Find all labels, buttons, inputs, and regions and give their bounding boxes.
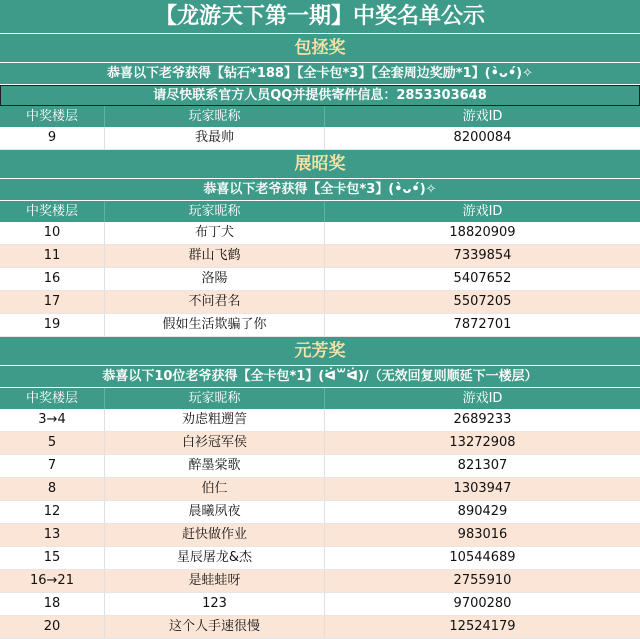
- cell-floor: 20: [0, 616, 105, 638]
- cell-nickname: 我最帅: [105, 127, 325, 149]
- cell-game-id: 13272908: [449, 435, 516, 450]
- cell-floor: 10: [0, 222, 105, 244]
- cell-floor: 19: [0, 314, 105, 336]
- cell-floor: 11: [0, 245, 105, 267]
- cell-nickname: 劝虑粗遡䇾: [105, 409, 325, 431]
- cell-floor: 12: [0, 501, 105, 523]
- table-row: [0, 245, 640, 268]
- cell-nickname: 醉墨棠歌: [105, 455, 325, 477]
- section-notice: 恭喜以下老爷获得【全卡包*3】(•̀ᴗ•́)✧: [0, 179, 640, 201]
- cell-game-id: 2689233: [453, 412, 512, 427]
- table-header: [0, 201, 640, 222]
- cell-game-id: 7339854: [453, 248, 512, 263]
- cell-nickname: 布丁犬: [105, 222, 325, 244]
- table-row: [0, 524, 640, 547]
- cell-game-id: 10544689: [449, 550, 516, 565]
- cell-floor: 3→4: [0, 409, 105, 431]
- cell-game-id: 18820909: [449, 225, 516, 240]
- table-row: [0, 570, 640, 593]
- cell-floor: 5: [0, 432, 105, 454]
- table-row: [0, 127, 640, 150]
- cell-game-id: 7872701: [453, 317, 512, 332]
- contact-notice: 请尽快联系官方人员QQ并提供寄件信息：2853303648: [0, 85, 640, 106]
- table-row: [0, 501, 640, 524]
- cell-nickname: 123: [105, 593, 325, 615]
- table-row: [0, 222, 640, 245]
- table-header: [0, 388, 640, 409]
- header-game-id: 游戏ID: [462, 391, 503, 406]
- table-row: [0, 432, 640, 455]
- table-row: [0, 593, 640, 616]
- cell-nickname: 不问君名: [105, 291, 325, 313]
- table-row: [0, 291, 640, 314]
- section-notice: 恭喜以下10位老爷获得【全卡包*1】(ᐛ꒳ᐛ)/（无效回复则顺延下一楼层）: [0, 366, 640, 388]
- header-floor: 中奖楼层: [0, 201, 105, 222]
- cell-game-id: 983016: [457, 527, 508, 542]
- cell-game-id: 890429: [457, 504, 508, 519]
- cell-floor: 16→21: [0, 570, 105, 592]
- cell-nickname: 是蛙蛙呀: [105, 570, 325, 592]
- cell-nickname: 这个人手速很慢: [105, 616, 325, 638]
- cell-nickname: 晨曦夙夜: [105, 501, 325, 523]
- cell-game-id: 5407652: [453, 271, 512, 286]
- header-floor: 中奖楼层: [0, 388, 105, 409]
- cell-nickname: 洛陽: [105, 268, 325, 290]
- header-nickname: 玩家昵称: [105, 106, 325, 127]
- cell-game-id: 8200084: [453, 130, 512, 145]
- cell-nickname: 星辰屠龙&杰: [105, 547, 325, 569]
- cell-nickname: 假如生活欺骗了你: [105, 314, 325, 336]
- header-game-id: 游戏ID: [462, 204, 503, 219]
- table-header: [0, 106, 640, 127]
- header-nickname: 玩家昵称: [105, 201, 325, 222]
- cell-game-id: 5507205: [453, 294, 512, 309]
- cell-game-id: 1303947: [453, 481, 512, 496]
- cell-game-id: 2755910: [453, 573, 512, 588]
- cell-game-id: 821307: [457, 458, 508, 473]
- section-title-zhanzhao: 展昭奖: [0, 150, 640, 179]
- page-title: 【龙游天下第一期】中奖名单公示: [0, 0, 640, 34]
- table-row: [0, 409, 640, 432]
- cell-nickname: 伯仁: [105, 478, 325, 500]
- cell-floor: 7: [0, 455, 105, 477]
- cell-floor: 13: [0, 524, 105, 546]
- table-row: [0, 616, 640, 639]
- header-game-id: 游戏ID: [462, 109, 503, 124]
- header-floor: 中奖楼层: [0, 106, 105, 127]
- cell-floor: 17: [0, 291, 105, 313]
- table-row: [0, 455, 640, 478]
- cell-floor: 18: [0, 593, 105, 615]
- cell-nickname: 赶快做作业: [105, 524, 325, 546]
- section-title-baozheng: 包拯奖: [0, 34, 640, 63]
- section-notice: 恭喜以下老爷获得【钻石*188】【全卡包*3】【全套周边奖励*1】(•̀ᴗ•́)✧: [0, 63, 640, 85]
- cell-game-id: 12524179: [449, 619, 516, 634]
- header-nickname: 玩家昵称: [105, 388, 325, 409]
- table-row: [0, 478, 640, 501]
- table-row: [0, 268, 640, 291]
- cell-floor: 16: [0, 268, 105, 290]
- section-title-yuanfang: 元芳奖: [0, 337, 640, 366]
- cell-nickname: 群山飞鹤: [105, 245, 325, 267]
- cell-game-id: 9700280: [453, 596, 512, 611]
- cell-floor: 9: [0, 127, 105, 149]
- cell-floor: 15: [0, 547, 105, 569]
- table-row: [0, 547, 640, 570]
- cell-floor: 8: [0, 478, 105, 500]
- cell-nickname: 白衫冠军侯: [105, 432, 325, 454]
- table-row: [0, 314, 640, 337]
